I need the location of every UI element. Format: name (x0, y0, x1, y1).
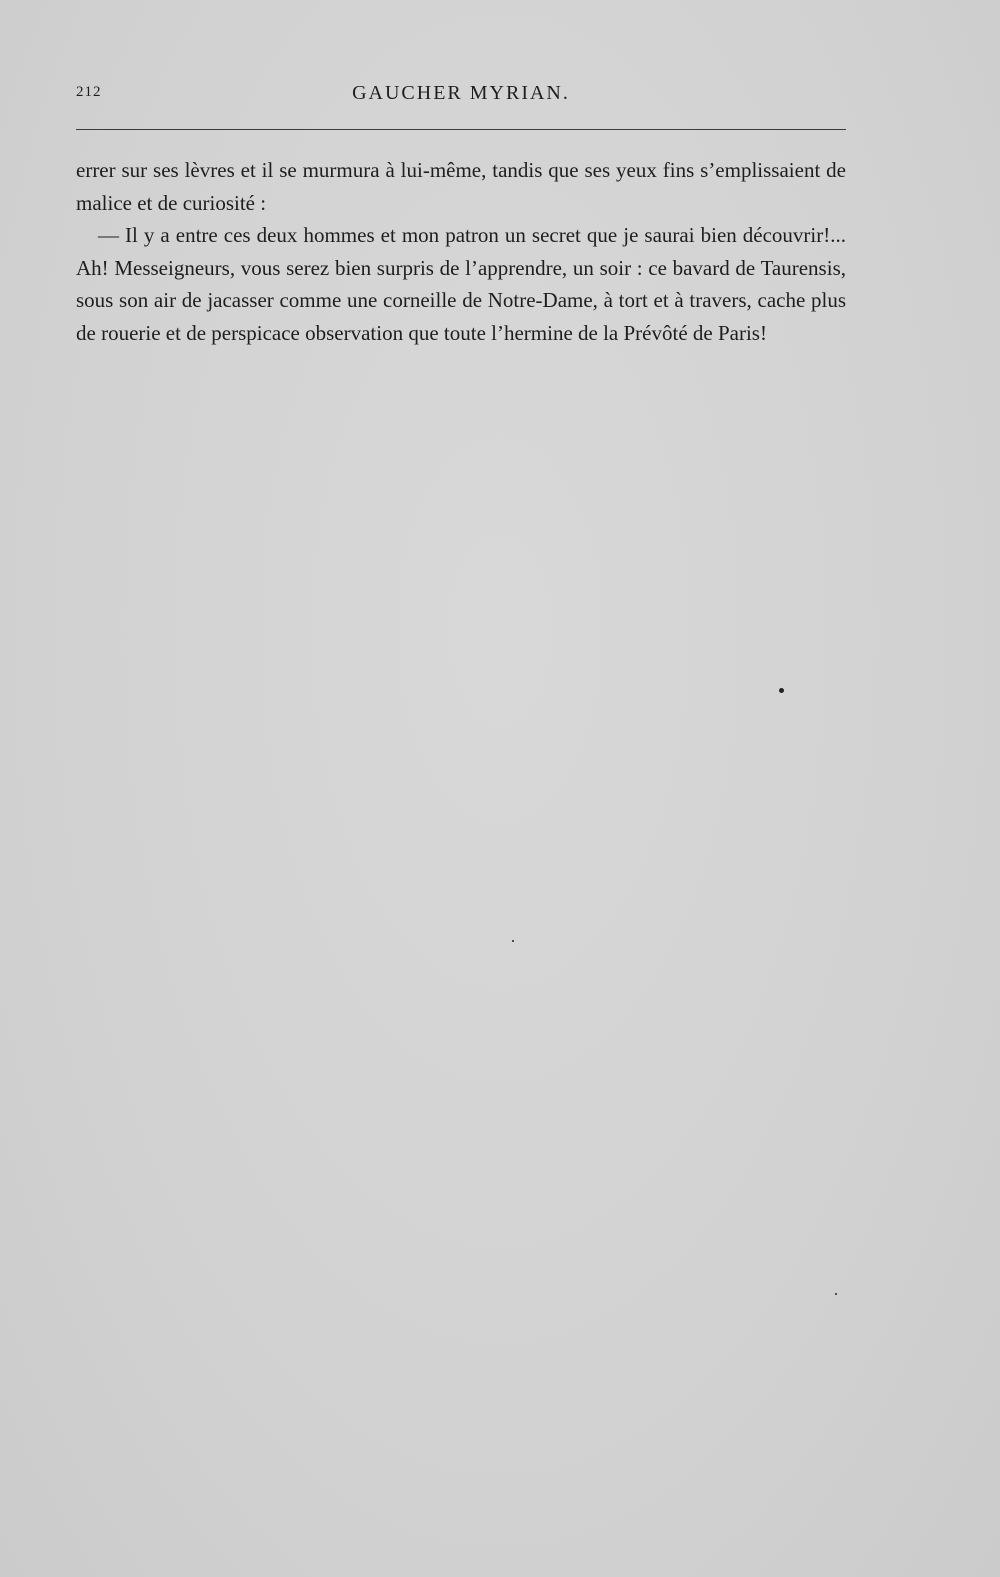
ink-speck (835, 1293, 837, 1295)
ink-speck (512, 940, 514, 942)
header-rule (76, 129, 846, 130)
ink-speck (779, 688, 784, 693)
page-header (76, 80, 846, 110)
page-number: 212 (76, 84, 102, 100)
body-text (76, 154, 846, 349)
paragraph: errer sur ses lèvres et il se murmura à lui-même, tandis que ses yeux fins s’emplissaient de malice et de curiosité : (76, 158, 846, 215)
running-title: GAUCHER MYRIAN. (352, 82, 570, 104)
paragraph: — Il y a entre ces deux hommes et mon patron un secret que je saurai bien découvrir!... Ah! Messeigneurs, vous serez bien surpris de l’apprendre, un soir : ce bavard de Taurensis, sous son air de jacasser comme une corneille de Notre-Dame, à tort et à travers, cache plus de rouerie et de perspicace observation que toute l’hermine de la Prévôté de Paris! (76, 223, 846, 345)
